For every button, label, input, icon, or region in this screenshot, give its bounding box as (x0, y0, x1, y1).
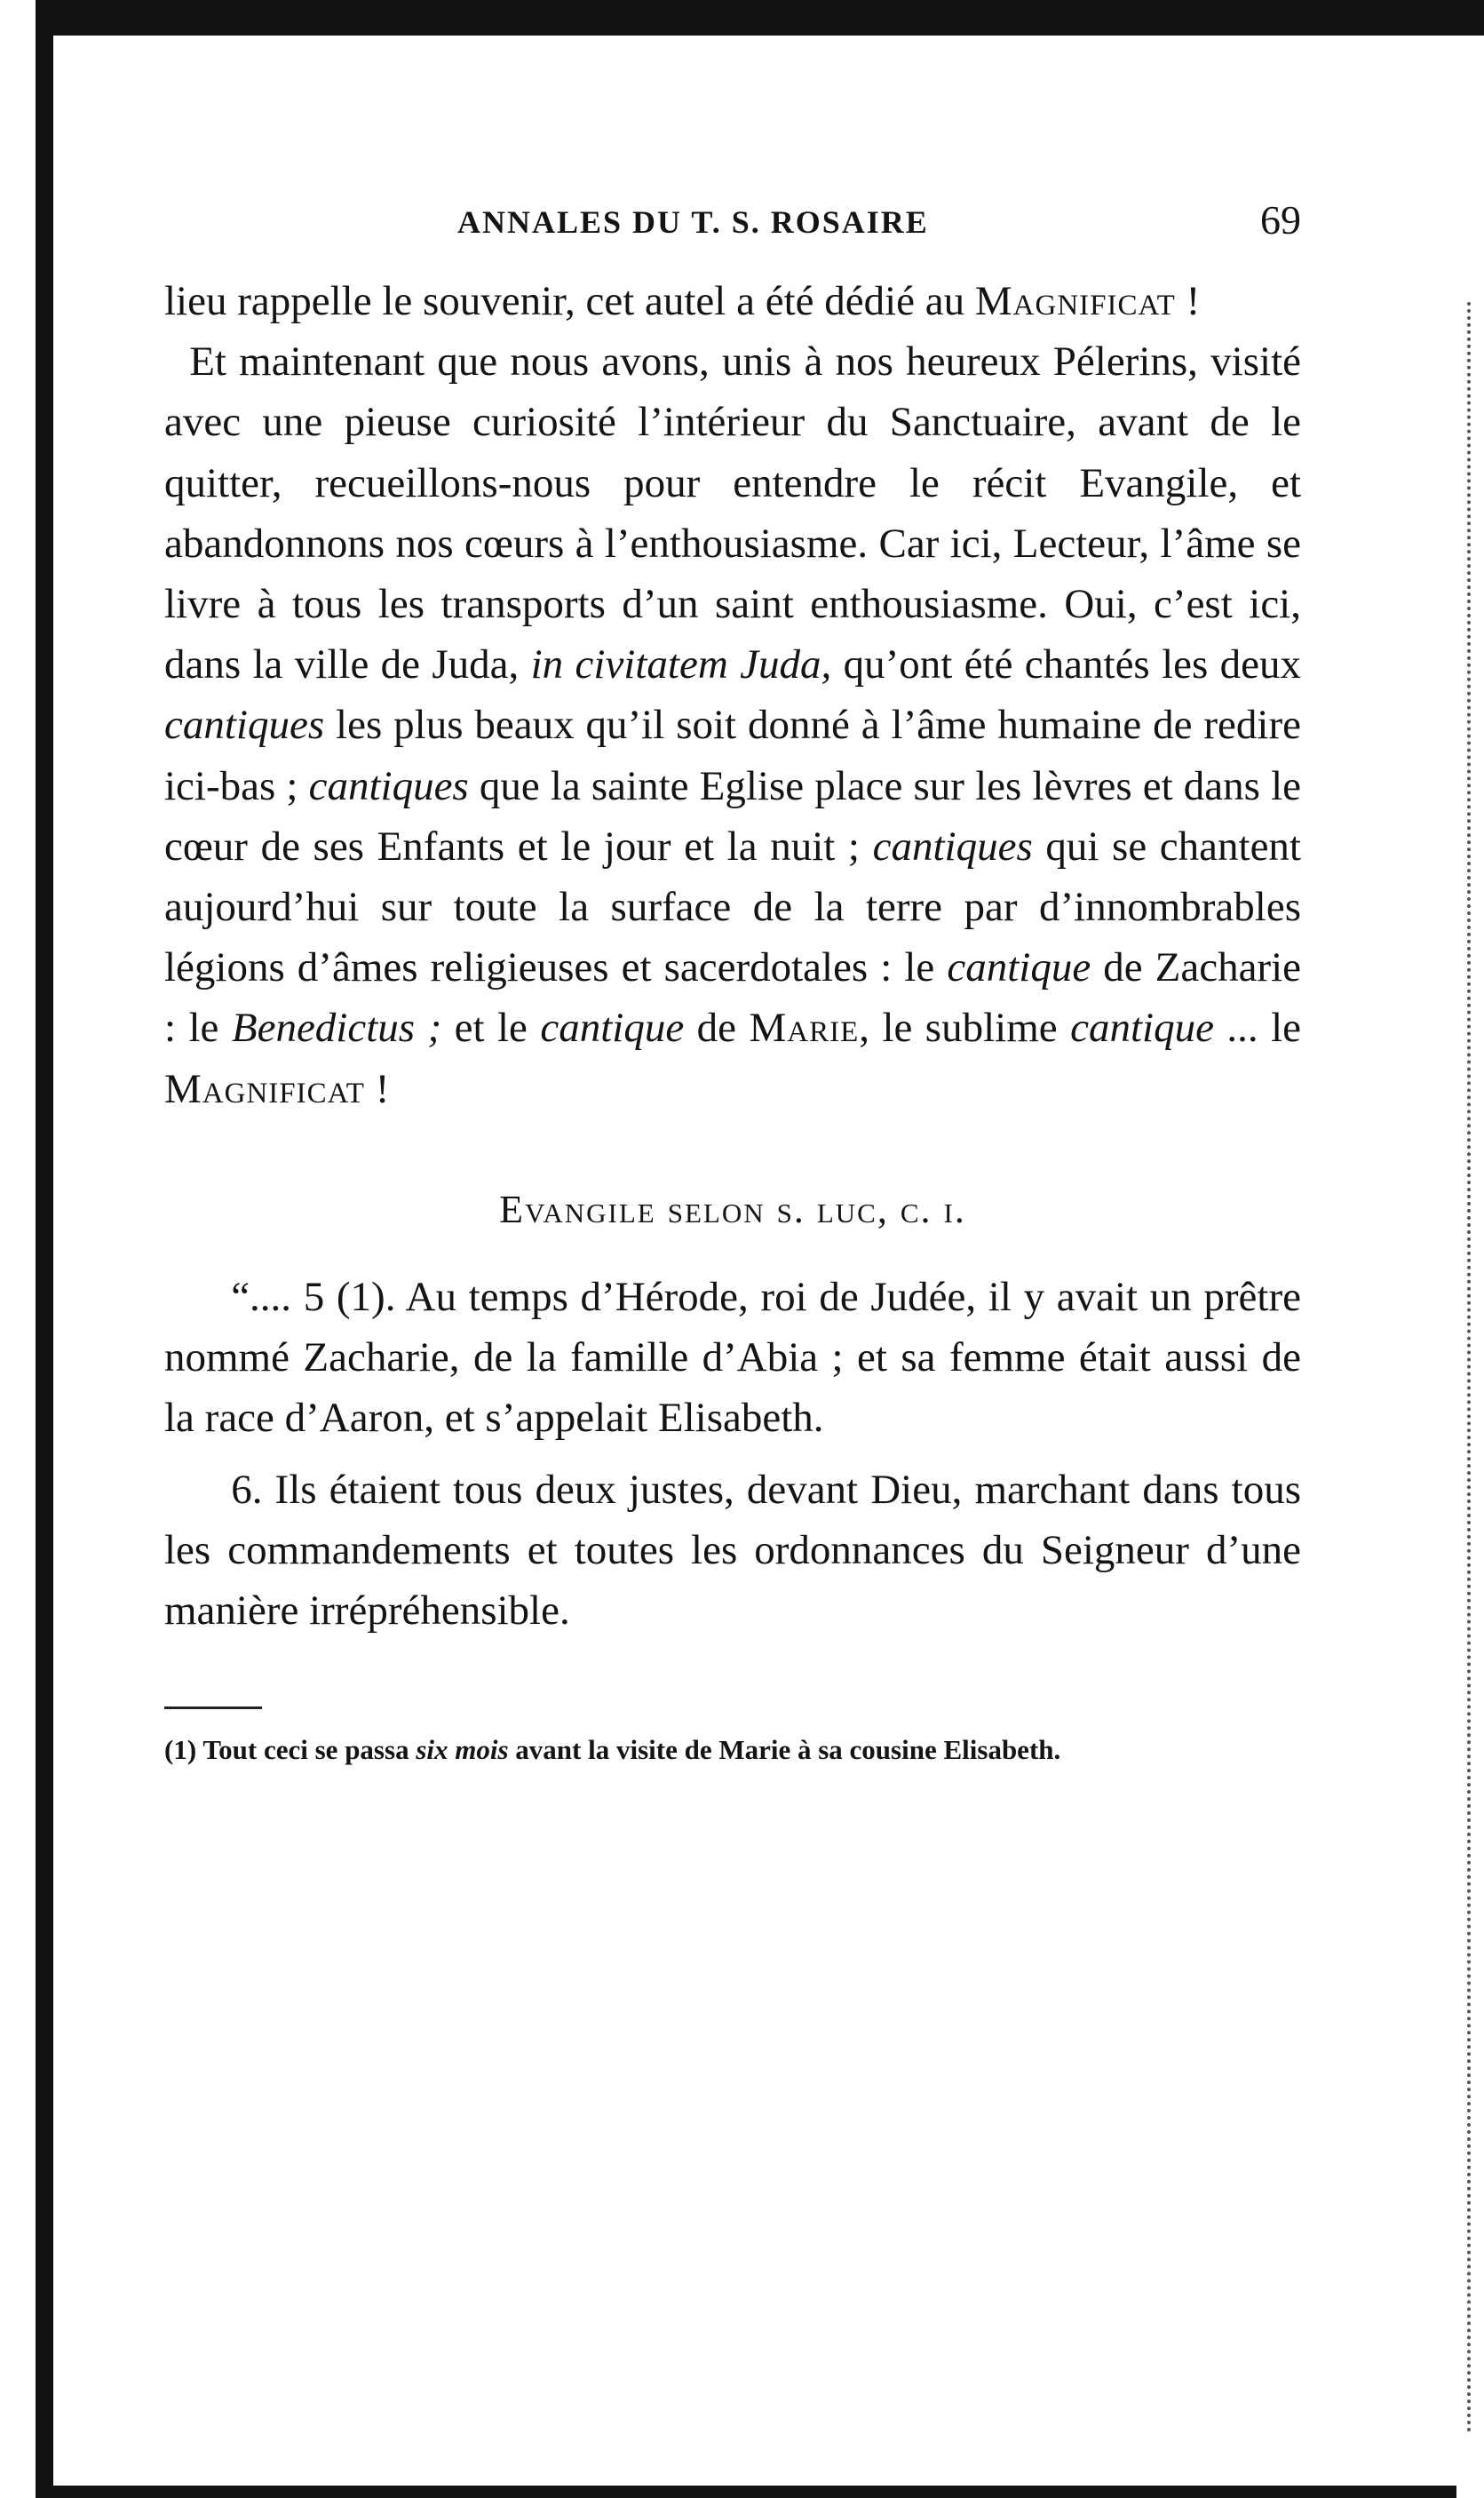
footnote (164, 1730, 1301, 1770)
paragraph-2-text: de (684, 1005, 750, 1052)
footnote-rule (164, 1706, 262, 1709)
verse-5: “.... 5 (1). Au temps d’Hérode, roi de Judée, il y avait un prêtre nommé Zacharie, de la famille d’Abia ; et sa femme était aussi de la race d’Aaron, et s’appelait Elisabeth. (164, 1274, 1301, 1442)
running-title: ANNALES DU T. S. ROSAIRE (457, 204, 929, 240)
paragraph-2-text: qui se chantent aujourd’hui sur toute la surface de la terre par d’innombrables légions d’âmes religieuses et sacerdotales : le (164, 823, 1301, 991)
footnote-italic: six mois (416, 1734, 509, 1766)
scan-border-top (36, 0, 1484, 36)
paragraph-1-text: lieu rappelle le souvenir, cet autel a été dédié au (164, 278, 975, 324)
paragraph-2-text: ... le (1213, 1005, 1301, 1052)
paragraph-2-text: , le sublime (859, 1005, 1071, 1052)
book-page (164, 191, 1301, 1770)
section-title: Evangile selon s. luc, c. i. (499, 1187, 966, 1231)
italic-phrase: in civitatem Juda, (530, 641, 832, 688)
paragraph-2-text: Et maintenant que nous avons, unis à nos heureux Pélerins, visité avec une pieuse curiosité l’intérieur du Sanctuaire, avant de le quitter, recueillons-nous pour entendre le récit Evangile, et abandonnons nos cœurs à l’enthousiasme. Car ici, Lecteur, l’âme se livre à tous les transports d’un saint enthousiasme. Oui, c’est ici, dans la ville de Juda, (164, 338, 1301, 688)
italic-phrase: cantique (947, 944, 1091, 991)
paragraph-2-text: de Zacharie : le (164, 944, 1301, 1052)
italic-phrase: cantiques (872, 823, 1033, 870)
smallcaps-phrase: Magnificat (164, 1065, 365, 1112)
italic-phrase: Benedictus ; (231, 1005, 442, 1052)
verse-6: 6. Ils étaient tous deux justes, devant Dieu, marchant dans tous les commandements et toutes les ordonnances du Seigneur d’une manière irrépréhensible. (164, 1466, 1301, 1635)
page-number: 69 (1260, 197, 1301, 243)
scan-border-bottom (36, 2486, 1456, 2498)
smallcaps-phrase: Marie (749, 1005, 860, 1052)
paragraph-2-text: les plus beaux qu’il soit donné à l’âme humaine de redire ici-bas ; (164, 702, 1301, 809)
running-head (164, 191, 1301, 262)
paragraph-1-end: ! (1175, 278, 1201, 324)
italic-phrase: cantique (1070, 1005, 1214, 1052)
italic-phrase: cantiques (164, 702, 325, 749)
italic-phrase: cantique (540, 1005, 685, 1052)
footnote-text: (1) Tout ceci se passa (164, 1734, 417, 1766)
paragraph-2-text: ! (364, 1065, 390, 1112)
footnote-text: avant la visite de Marie à sa cousine Elisabeth. (508, 1734, 1061, 1766)
italic-phrase: cantiques (308, 762, 469, 809)
paragraph-2-text: et le (441, 1005, 541, 1052)
body-text (164, 271, 1301, 1641)
paragraph-2 (164, 331, 1301, 1119)
scan-border-left (36, 0, 53, 2498)
paragraph-1 (164, 271, 1301, 331)
paragraph-2-text: que la sainte Eglise place sur les lèvres et dans le cœur de ses Enfants et le jour et la nuit ; (164, 762, 1301, 870)
magnificat-smallcaps: Magnificat (974, 278, 1176, 324)
scan-border-right (1467, 302, 1474, 2434)
paragraph-2-text: qu’ont été chantés les deux (831, 641, 1301, 688)
